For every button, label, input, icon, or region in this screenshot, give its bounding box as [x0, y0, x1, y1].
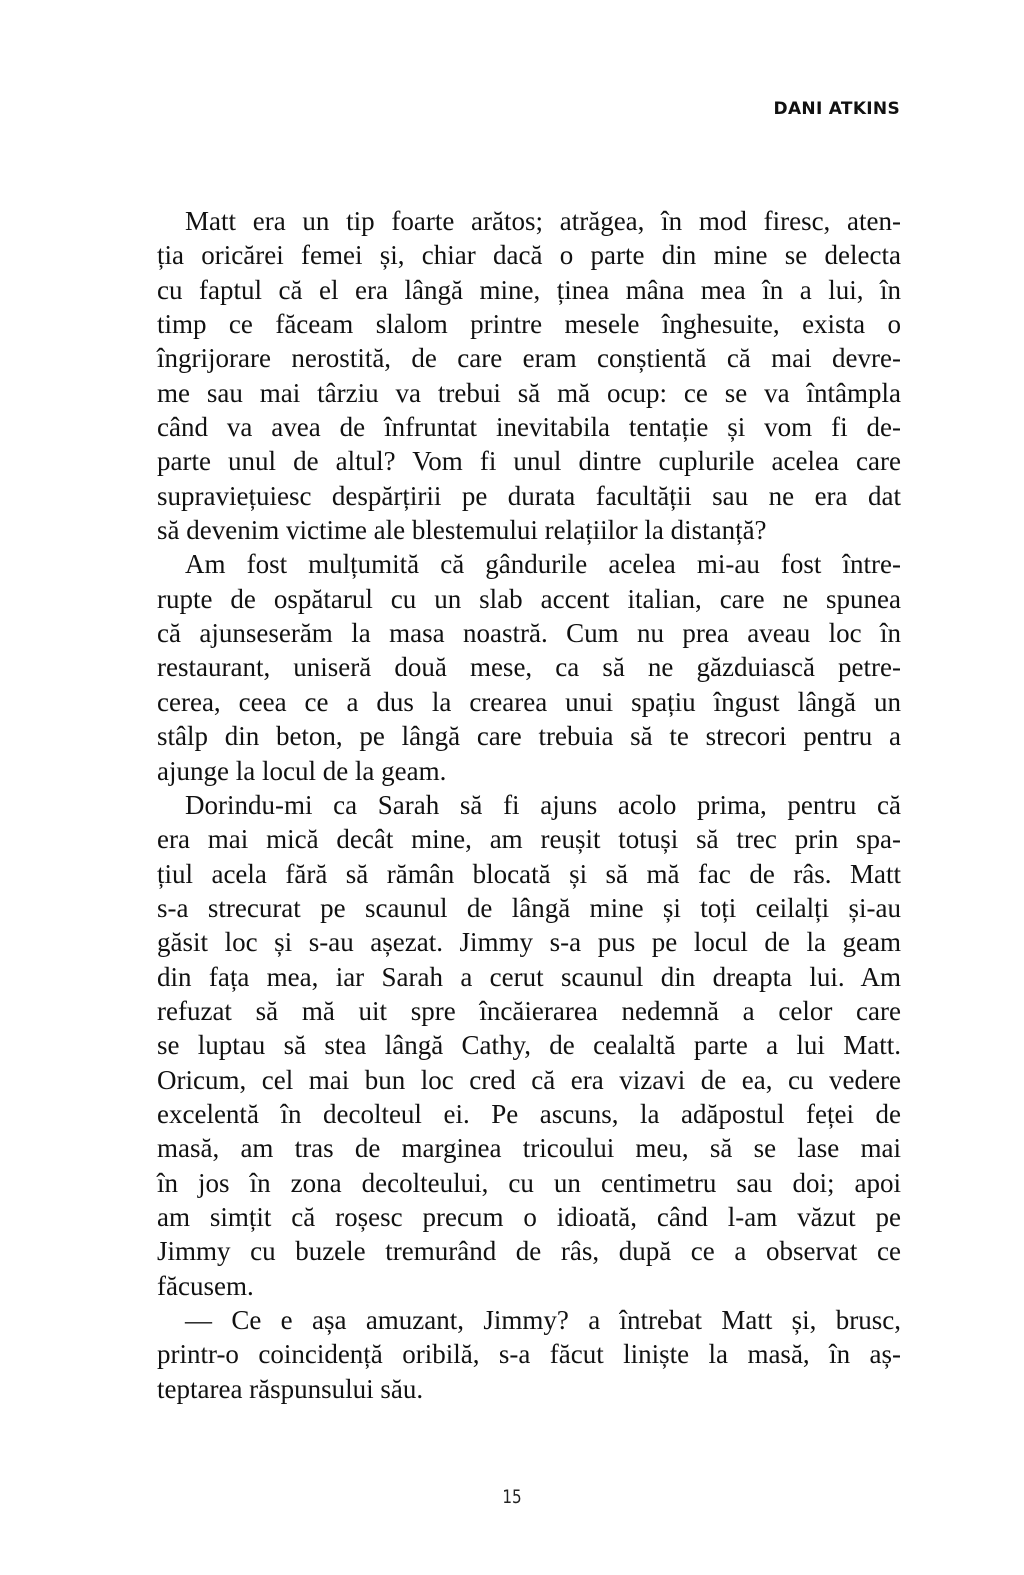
text-line: se luptau să stea lângă Cathy, de cealaltă parte a lui Matt. — [157, 1030, 901, 1061]
text-line: s-a strecurat pe scaunul de lângă mine și toți ceilalți și-au — [157, 892, 901, 923]
text-line: Matt era un tip foarte arătos; atrăgea, în mod firesc, aten- — [185, 206, 901, 236]
paragraph — [157, 1303, 901, 1406]
body-text — [157, 204, 901, 1406]
text-line: ajunge la locul de la geam. — [157, 755, 447, 786]
text-line: cu faptul că el era lângă mine, ținea mâna mea în a lui, în — [157, 274, 901, 305]
text-line: restaurant, uniseră două mese, ca să ne găzduiască petre- — [157, 652, 901, 683]
text-line: Am fost mulțumită că gândurile acelea mi-au fost între- — [185, 549, 901, 580]
text-line: Oricum, cel mai bun loc cred că era vizavi de ea, cu vedere — [157, 1064, 901, 1095]
text-line: am simțit că roșesc precum o idioată, când l-am văzut pe — [157, 1201, 901, 1232]
text-line: să devenim victime ale blestemului relațiilor la distanță? — [157, 515, 767, 546]
text-line: timp ce făceam slalom printre mesele înghesuite, exista o — [157, 309, 901, 340]
paragraph — [157, 547, 901, 787]
text-line: supraviețuiesc despărțirii pe durata facultății sau ne era dat — [157, 480, 901, 511]
paragraph — [157, 788, 901, 1303]
text-line: parte unul de altul? Vom fi unul dintre cuplurile acelea care — [157, 446, 901, 477]
text-line: ția oricărei femei și, chiar dacă o parte din mine se delecta — [157, 240, 901, 271]
text-line: din fața mea, iar Sarah a cerut scaunul din dreapta lui. Am — [157, 961, 901, 992]
page-number: 15 — [502, 1486, 522, 1508]
text-line: stâlp din beton, pe lângă care trebuia să te strecori pentru a — [157, 721, 901, 752]
text-line: găsit loc și s-au așezat. Jimmy s-a pus pe locul de la geam — [157, 927, 901, 958]
text-line: Jimmy cu buzele tremurând de râs, după ce a observat ce — [157, 1236, 901, 1267]
text-line: îngrijorare nerostită, de care eram conștientă că mai devre- — [157, 343, 901, 374]
text-line: țiul acela fără să rămân blocată și să mă fac de râs. Matt — [157, 858, 901, 889]
text-line: că ajunseserăm la masa noastră. Cum nu prea aveau loc în — [157, 618, 901, 649]
text-line: în jos în zona decolteului, cu un centimetru sau doi; apoi — [157, 1167, 901, 1198]
text-line: teptarea răspunsului său. — [157, 1373, 424, 1404]
text-line: cerea, ceea ce a dus la crearea unui spațiu îngust lângă un — [157, 686, 901, 717]
text-line: excelentă în decolteul ei. Pe ascuns, la adăpostul feței de — [157, 1098, 901, 1129]
running-head-author: DANI ATKINS — [773, 99, 900, 119]
paragraph — [157, 204, 901, 547]
text-line: refuzat să mă uit spre încăierarea nedemnă a celor care — [157, 995, 901, 1026]
text-line: masă, am tras de marginea tricoului meu, să se lase mai — [157, 1133, 901, 1164]
text-line: — Ce e așa amuzant, Jimmy? a întrebat Matt și, brusc, — [185, 1305, 901, 1335]
text-line: când va avea de înfruntat inevitabila tentație și vom fi de- — [157, 412, 901, 443]
text-line: rupte de ospătarul cu un slab accent italian, care ne spunea — [157, 583, 901, 614]
text-line: Dorindu-mi ca Sarah să fi ajuns acolo prima, pentru că — [185, 789, 901, 820]
text-line: era mai mică decât mine, am reușit totuși să trec prin spa- — [157, 824, 901, 855]
text-line: printr-o coincidență oribilă, s-a făcut liniște la masă, în aș- — [157, 1339, 901, 1370]
text-line: făcusem. — [157, 1270, 254, 1301]
text-line: me sau mai târziu va trebui să mă ocup: ce se va întâmpla — [157, 377, 901, 408]
